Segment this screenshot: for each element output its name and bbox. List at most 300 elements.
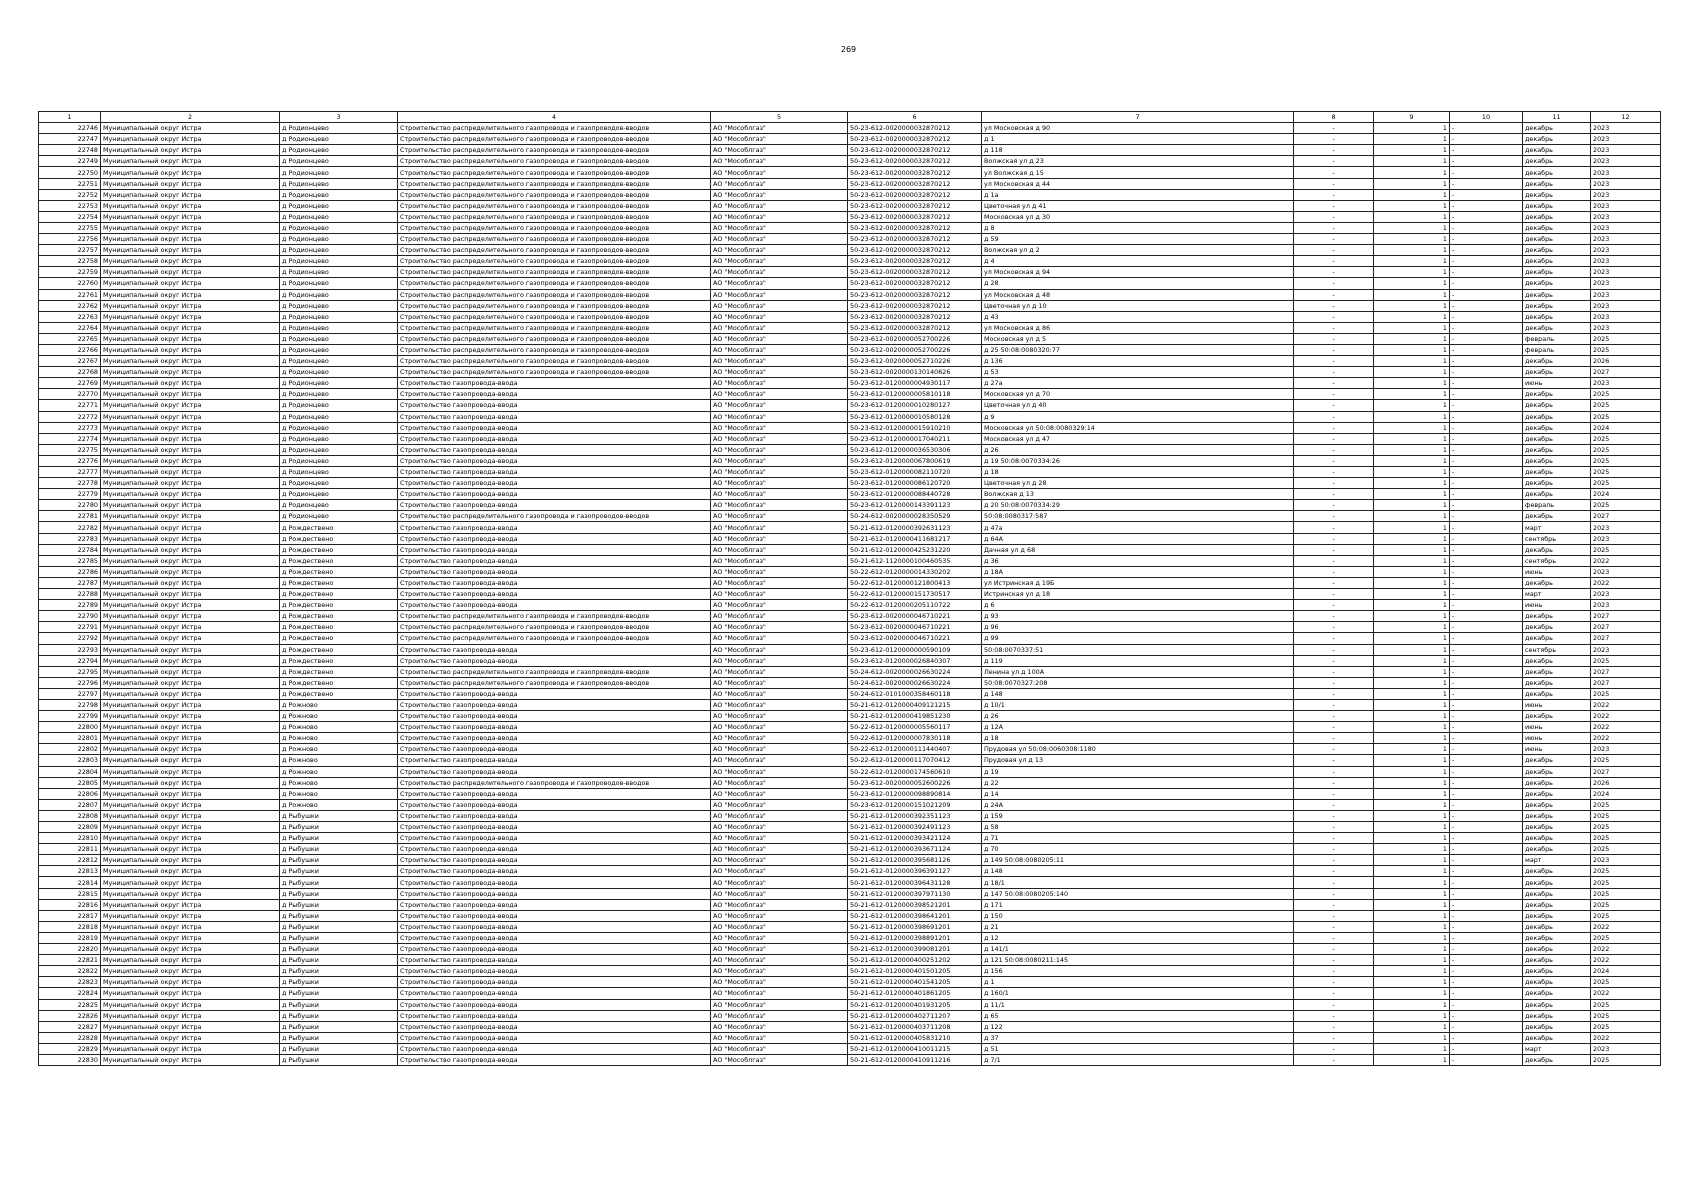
cell-address: д 11/1 (982, 999, 1294, 1010)
cell-month: декабрь (1523, 455, 1591, 466)
cell-settlement: д Рыбушки (280, 977, 398, 988)
cell-row-number: 22767 (39, 356, 101, 367)
cell-column-8: - (1294, 344, 1374, 355)
cell-column-8: - (1294, 999, 1374, 1010)
cell-work-type: Строительство газопровода-ввода (398, 555, 711, 566)
cell-settlement: д Рыбушки (280, 966, 398, 977)
cell-address: д 7/1 (982, 1054, 1294, 1065)
cell-year: 2023 (1591, 256, 1661, 267)
cell-settlement: д Рыбушки (280, 855, 398, 866)
cell-work-type: Строительство газопровода-ввода (398, 566, 711, 577)
cell-municipality: Муниципальный округ Истра (101, 755, 280, 766)
cell-row-number: 22765 (39, 333, 101, 344)
cell-quantity: 1 (1374, 322, 1450, 333)
cell-year: 2025 (1591, 833, 1661, 844)
table-row (39, 367, 1661, 378)
cell-quantity: 1 (1374, 1010, 1450, 1021)
cell-year: 2023 (1591, 167, 1661, 178)
cell-year: 2023 (1591, 278, 1661, 289)
cell-work-type: Строительство распределительного газопровода и газопроводов-вводов (398, 367, 711, 378)
cell-address: Волжская ул д 23 (982, 156, 1294, 167)
cell-year: 2025 (1591, 467, 1661, 478)
table-row (39, 511, 1661, 522)
cell-organization: АО "Мособлгаз" (711, 478, 848, 489)
cell-request-number: 50-23-612-0020000032870212 (848, 267, 982, 278)
table-row (39, 344, 1661, 355)
cell-column-8: - (1294, 311, 1374, 322)
cell-row-number: 22806 (39, 788, 101, 799)
cell-organization: АО "Мособлгаз" (711, 222, 848, 233)
cell-organization: АО "Мособлгаз" (711, 799, 848, 810)
cell-address: д 37 (982, 1032, 1294, 1043)
cell-organization: АО "Мособлгаз" (711, 744, 848, 755)
cell-municipality: Муниципальный округ Истра (101, 699, 280, 710)
table-row (39, 955, 1661, 966)
table-row (39, 711, 1661, 722)
cell-year: 2023 (1591, 522, 1661, 533)
cell-year: 2025 (1591, 877, 1661, 888)
cell-column-8: - (1294, 622, 1374, 633)
cell-column-8: - (1294, 755, 1374, 766)
cell-request-number: 50-23-612-0020000052600226 (848, 777, 982, 788)
cell-column-8: - (1294, 799, 1374, 810)
cell-row-number: 22828 (39, 1032, 101, 1043)
cell-month: декабрь (1523, 245, 1591, 256)
cell-month: декабрь (1523, 467, 1591, 478)
cell-quantity: 1 (1374, 655, 1450, 666)
cell-row-number: 22796 (39, 677, 101, 688)
cell-organization: АО "Мособлгаз" (711, 267, 848, 278)
cell-month: март (1523, 855, 1591, 866)
cell-row-number: 22817 (39, 910, 101, 921)
cell-work-type: Строительство газопровода-ввода (398, 844, 711, 855)
cell-year: 2025 (1591, 810, 1661, 821)
cell-request-number: 50-21-612-0120000419851230 (848, 711, 982, 722)
cell-municipality: Муниципальный округ Истра (101, 566, 280, 577)
cell-settlement: д Родионцево (280, 134, 398, 145)
cell-row-number: 22778 (39, 478, 101, 489)
cell-request-number: 50-23-612-0020000032870212 (848, 278, 982, 289)
cell-month: декабрь (1523, 189, 1591, 200)
cell-municipality: Муниципальный округ Истра (101, 178, 280, 189)
cell-request-number: 50-23-612-0020000046710221 (848, 622, 982, 633)
cell-quantity: 1 (1374, 766, 1450, 777)
cell-month: декабрь (1523, 222, 1591, 233)
cell-request-number: 50-23-612-0020000046710221 (848, 633, 982, 644)
cell-column-8: - (1294, 245, 1374, 256)
table-row (39, 699, 1661, 710)
cell-year: 2025 (1591, 433, 1661, 444)
cell-organization: АО "Мособлгаз" (711, 633, 848, 644)
cell-municipality: Муниципальный округ Истра (101, 988, 280, 999)
cell-request-number: 50-23-612-0020000032870212 (848, 289, 982, 300)
cell-address: д 160/1 (982, 988, 1294, 999)
cell-settlement: д Родионцево (280, 467, 398, 478)
cell-request-number: 50-21-612-0120000398891201 (848, 932, 982, 943)
cell-organization: АО "Мособлгаз" (711, 899, 848, 910)
cell-municipality: Муниципальный округ Истра (101, 955, 280, 966)
cell-month: декабрь (1523, 289, 1591, 300)
cell-quantity: 1 (1374, 799, 1450, 810)
cell-work-type: Строительство распределительного газопровода и газопроводов-вводов (398, 344, 711, 355)
cell-address: д 141/1 (982, 944, 1294, 955)
cell-month: декабрь (1523, 167, 1591, 178)
column-header: 11 (1523, 112, 1591, 123)
cell-row-number: 22780 (39, 500, 101, 511)
cell-column-10: - (1450, 822, 1523, 833)
table-row (39, 489, 1661, 500)
cell-request-number: 50-21-612-0120000403711208 (848, 1021, 982, 1032)
cell-quantity: 1 (1374, 711, 1450, 722)
cell-work-type: Строительство газопровода-ввода (398, 644, 711, 655)
cell-address: ул Московская д 48 (982, 289, 1294, 300)
cell-request-number: 50-22-612-0120000014330202 (848, 566, 982, 577)
cell-quantity: 1 (1374, 489, 1450, 500)
cell-municipality: Муниципальный округ Истра (101, 833, 280, 844)
cell-settlement: д Родионцево (280, 123, 398, 134)
cell-column-8: - (1294, 367, 1374, 378)
table-row (39, 422, 1661, 433)
table-row (39, 733, 1661, 744)
cell-column-8: - (1294, 167, 1374, 178)
cell-year: 2024 (1591, 966, 1661, 977)
cell-address: д 96 (982, 622, 1294, 633)
cell-work-type: Строительство распределительного газопровода и газопроводов-вводов (398, 777, 711, 788)
cell-address: 50:08:0070337:51 (982, 644, 1294, 655)
cell-column-8: - (1294, 222, 1374, 233)
cell-settlement: д Родионцево (280, 422, 398, 433)
cell-row-number: 22813 (39, 866, 101, 877)
cell-column-8: - (1294, 633, 1374, 644)
cell-request-number: 50-23-612-0120000067800619 (848, 455, 982, 466)
cell-organization: АО "Мособлгаз" (711, 378, 848, 389)
cell-quantity: 1 (1374, 966, 1450, 977)
cell-municipality: Муниципальный округ Истра (101, 267, 280, 278)
cell-address: д 18 (982, 733, 1294, 744)
column-header: 2 (101, 112, 280, 123)
cell-request-number: 50-23-612-0020000032870212 (848, 311, 982, 322)
cell-organization: АО "Мособлгаз" (711, 677, 848, 688)
cell-organization: АО "Мособлгаз" (711, 300, 848, 311)
table-row (39, 788, 1661, 799)
cell-year: 2023 (1591, 855, 1661, 866)
cell-column-10: - (1450, 611, 1523, 622)
cell-month: декабрь (1523, 666, 1591, 677)
cell-municipality: Муниципальный округ Истра (101, 888, 280, 899)
cell-work-type: Строительство распределительного газопровода и газопроводов-вводов (398, 611, 711, 622)
cell-column-8: - (1294, 433, 1374, 444)
cell-column-10: - (1450, 522, 1523, 533)
cell-organization: АО "Мособлгаз" (711, 711, 848, 722)
cell-row-number: 22754 (39, 211, 101, 222)
cell-settlement: д Рождествено (280, 589, 398, 600)
cell-work-type: Строительство газопровода-ввода (398, 910, 711, 921)
cell-request-number: 50-23-612-0020000032870212 (848, 211, 982, 222)
cell-address: Прудовая ул 50:08:0060308:1180 (982, 744, 1294, 755)
cell-municipality: Муниципальный округ Истра (101, 600, 280, 611)
cell-year: 2027 (1591, 766, 1661, 777)
cell-column-10: - (1450, 932, 1523, 943)
cell-settlement: д Рыбушки (280, 877, 398, 888)
cell-year: 2023 (1591, 644, 1661, 655)
cell-column-10: - (1450, 1010, 1523, 1021)
table-row (39, 256, 1661, 267)
cell-column-8: - (1294, 822, 1374, 833)
cell-municipality: Муниципальный округ Истра (101, 256, 280, 267)
cell-organization: АО "Мособлгаз" (711, 932, 848, 943)
cell-month: сентябрь (1523, 533, 1591, 544)
cell-address: д 121 50:08:0080211:145 (982, 955, 1294, 966)
cell-municipality: Муниципальный округ Истра (101, 311, 280, 322)
cell-quantity: 1 (1374, 256, 1450, 267)
cell-year: 2025 (1591, 1054, 1661, 1065)
cell-organization: АО "Мособлгаз" (711, 234, 848, 245)
cell-row-number: 22794 (39, 655, 101, 666)
cell-month: февраль (1523, 344, 1591, 355)
cell-year: 2022 (1591, 555, 1661, 566)
cell-column-10: - (1450, 322, 1523, 333)
cell-year: 2025 (1591, 910, 1661, 921)
cell-month: декабрь (1523, 677, 1591, 688)
cell-settlement: д Родионцево (280, 300, 398, 311)
cell-row-number: 22821 (39, 955, 101, 966)
cell-organization: АО "Мособлгаз" (711, 888, 848, 899)
cell-address: д 150 (982, 910, 1294, 921)
cell-address: Цветочная ул д 40 (982, 400, 1294, 411)
cell-column-8: - (1294, 932, 1374, 943)
cell-quantity: 1 (1374, 422, 1450, 433)
cell-month: декабрь (1523, 444, 1591, 455)
cell-column-10: - (1450, 733, 1523, 744)
cell-address: д 47а (982, 522, 1294, 533)
cell-address: ул Московская д 86 (982, 322, 1294, 333)
cell-address: д 53 (982, 367, 1294, 378)
cell-quantity: 1 (1374, 311, 1450, 322)
cell-organization: АО "Мособлгаз" (711, 1054, 848, 1065)
cell-month: декабрь (1523, 932, 1591, 943)
cell-work-type: Строительство распределительного газопровода и газопроводов-вводов (398, 278, 711, 289)
cell-column-8: - (1294, 256, 1374, 267)
cell-month: декабрь (1523, 955, 1591, 966)
cell-settlement: д Рыбушки (280, 888, 398, 899)
cell-row-number: 22790 (39, 611, 101, 622)
cell-year: 2025 (1591, 1021, 1661, 1032)
cell-work-type: Строительство газопровода-ввода (398, 866, 711, 877)
cell-request-number: 50-24-612-0020000028350529 (848, 511, 982, 522)
cell-column-8: - (1294, 788, 1374, 799)
cell-organization: АО "Мособлгаз" (711, 178, 848, 189)
table-row (39, 877, 1661, 888)
cell-year: 2022 (1591, 988, 1661, 999)
cell-municipality: Муниципальный округ Истра (101, 222, 280, 233)
table-row (39, 500, 1661, 511)
cell-year: 2023 (1591, 145, 1661, 156)
cell-column-10: - (1450, 555, 1523, 566)
cell-address: Московская ул д 70 (982, 389, 1294, 400)
table-row (39, 899, 1661, 910)
table-row (39, 167, 1661, 178)
cell-year: 2023 (1591, 267, 1661, 278)
cell-municipality: Муниципальный округ Истра (101, 511, 280, 522)
cell-year: 2025 (1591, 977, 1661, 988)
cell-year: 2027 (1591, 677, 1661, 688)
cell-row-number: 22829 (39, 1043, 101, 1054)
cell-municipality: Муниципальный округ Истра (101, 367, 280, 378)
cell-organization: АО "Мособлгаз" (711, 489, 848, 500)
cell-column-8: - (1294, 467, 1374, 478)
cell-settlement: д Рыбушки (280, 932, 398, 943)
cell-organization: АО "Мособлгаз" (711, 522, 848, 533)
cell-work-type: Строительство газопровода-ввода (398, 822, 711, 833)
cell-year: 2025 (1591, 444, 1661, 455)
cell-organization: АО "Мособлгаз" (711, 577, 848, 588)
cell-row-number: 22800 (39, 722, 101, 733)
cell-organization: АО "Мособлгаз" (711, 333, 848, 344)
cell-row-number: 22793 (39, 644, 101, 655)
cell-work-type: Строительство газопровода-ввода (398, 422, 711, 433)
cell-work-type: Строительство газопровода-ввода (398, 888, 711, 899)
cell-month: декабрь (1523, 400, 1591, 411)
cell-municipality: Муниципальный округ Истра (101, 733, 280, 744)
cell-request-number: 50-21-612-0120000409121215 (848, 699, 982, 710)
cell-month: март (1523, 589, 1591, 600)
cell-month: декабрь (1523, 755, 1591, 766)
cell-organization: АО "Мособлгаз" (711, 189, 848, 200)
cell-work-type: Строительство распределительного газопровода и газопроводов-вводов (398, 300, 711, 311)
cell-work-type: Строительство распределительного газопровода и газопроводов-вводов (398, 633, 711, 644)
cell-municipality: Муниципальный округ Истра (101, 1021, 280, 1032)
table-row (39, 766, 1661, 777)
cell-row-number: 22753 (39, 200, 101, 211)
cell-year: 2025 (1591, 455, 1661, 466)
cell-column-10: - (1450, 1032, 1523, 1043)
cell-address: ул Московская д 94 (982, 267, 1294, 278)
cell-request-number: 50-23-612-0120000000590109 (848, 644, 982, 655)
cell-column-8: - (1294, 877, 1374, 888)
cell-work-type: Строительство газопровода-ввода (398, 411, 711, 422)
cell-month: июнь (1523, 699, 1591, 710)
cell-column-10: - (1450, 389, 1523, 400)
table-row (39, 189, 1661, 200)
cell-month: декабрь (1523, 178, 1591, 189)
cell-request-number: 50-22-612-0120000205110722 (848, 600, 982, 611)
cell-column-10: - (1450, 267, 1523, 278)
cell-settlement: д Родионцево (280, 200, 398, 211)
cell-municipality: Муниципальный округ Истра (101, 766, 280, 777)
cell-work-type: Строительство распределительного газопровода и газопроводов-вводов (398, 311, 711, 322)
cell-month: декабрь (1523, 810, 1591, 821)
cell-quantity: 1 (1374, 522, 1450, 533)
cell-settlement: д Рожново (280, 799, 398, 810)
cell-address: Истринская ул д 18 (982, 589, 1294, 600)
cell-municipality: Муниципальный округ Истра (101, 145, 280, 156)
cell-year: 2022 (1591, 699, 1661, 710)
cell-address: д 26 (982, 711, 1294, 722)
cell-request-number: 50-23-612-0020000052700226 (848, 333, 982, 344)
cell-column-10: - (1450, 744, 1523, 755)
cell-column-10: - (1450, 910, 1523, 921)
table-row (39, 1032, 1661, 1043)
cell-municipality: Муниципальный округ Истра (101, 966, 280, 977)
cell-month: декабрь (1523, 844, 1591, 855)
cell-quantity: 1 (1374, 644, 1450, 655)
cell-municipality: Муниципальный округ Истра (101, 234, 280, 245)
cell-work-type: Строительство газопровода-ввода (398, 733, 711, 744)
cell-year: 2023 (1591, 245, 1661, 256)
cell-year: 2025 (1591, 500, 1661, 511)
cell-quantity: 1 (1374, 1032, 1450, 1043)
cell-quantity: 1 (1374, 733, 1450, 744)
table-row (39, 455, 1661, 466)
cell-column-8: - (1294, 522, 1374, 533)
cell-work-type: Строительство распределительного газопровода и газопроводов-вводов (398, 289, 711, 300)
cell-quantity: 1 (1374, 1043, 1450, 1054)
cell-work-type: Строительство газопровода-ввода (398, 1043, 711, 1054)
cell-quantity: 1 (1374, 977, 1450, 988)
cell-request-number: 50-21-612-0120000400251202 (848, 955, 982, 966)
cell-settlement: д Родионцево (280, 256, 398, 267)
cell-column-10: - (1450, 810, 1523, 821)
cell-work-type: Строительство газопровода-ввода (398, 799, 711, 810)
cell-address: д 1 (982, 977, 1294, 988)
cell-settlement: д Родионцево (280, 211, 398, 222)
cell-row-number: 22815 (39, 888, 101, 899)
cell-row-number: 22773 (39, 422, 101, 433)
cell-row-number: 22751 (39, 178, 101, 189)
cell-column-8: - (1294, 533, 1374, 544)
cell-column-10: - (1450, 500, 1523, 511)
cell-municipality: Муниципальный округ Истра (101, 467, 280, 478)
cell-address: д 22 (982, 777, 1294, 788)
cell-column-10: - (1450, 788, 1523, 799)
cell-settlement: д Родионцево (280, 411, 398, 422)
cell-request-number: 50-24-612-0101000358460118 (848, 688, 982, 699)
cell-organization: АО "Мособлгаз" (711, 134, 848, 145)
header-row (39, 112, 1661, 123)
cell-row-number: 22785 (39, 555, 101, 566)
cell-organization: АО "Мособлгаз" (711, 921, 848, 932)
cell-month: декабрь (1523, 977, 1591, 988)
cell-month: декабрь (1523, 156, 1591, 167)
cell-work-type: Строительство газопровода-ввода (398, 544, 711, 555)
cell-quantity: 1 (1374, 467, 1450, 478)
cell-request-number: 50-24-612-0020000026630224 (848, 677, 982, 688)
cell-month: июнь (1523, 566, 1591, 577)
cell-row-number: 22809 (39, 822, 101, 833)
cell-address: ул Московская д 44 (982, 178, 1294, 189)
cell-column-8: - (1294, 977, 1374, 988)
cell-organization: АО "Мособлгаз" (711, 977, 848, 988)
cell-request-number: 50-23-612-0020000032870212 (848, 256, 982, 267)
table-row (39, 999, 1661, 1010)
cell-column-10: - (1450, 988, 1523, 999)
cell-row-number: 22803 (39, 755, 101, 766)
table-row (39, 611, 1661, 622)
cell-column-8: - (1294, 666, 1374, 677)
cell-row-number: 22812 (39, 855, 101, 866)
cell-settlement: д Родионцево (280, 489, 398, 500)
cell-organization: АО "Мособлгаз" (711, 955, 848, 966)
cell-row-number: 22759 (39, 267, 101, 278)
cell-organization: АО "Мособлгаз" (711, 666, 848, 677)
cell-row-number: 22769 (39, 378, 101, 389)
cell-year: 2025 (1591, 755, 1661, 766)
cell-year: 2023 (1591, 200, 1661, 211)
cell-organization: АО "Мособлгаз" (711, 600, 848, 611)
cell-organization: АО "Мособлгаз" (711, 555, 848, 566)
cell-municipality: Муниципальный округ Истра (101, 378, 280, 389)
cell-request-number: 50-23-612-0020000032870212 (848, 178, 982, 189)
